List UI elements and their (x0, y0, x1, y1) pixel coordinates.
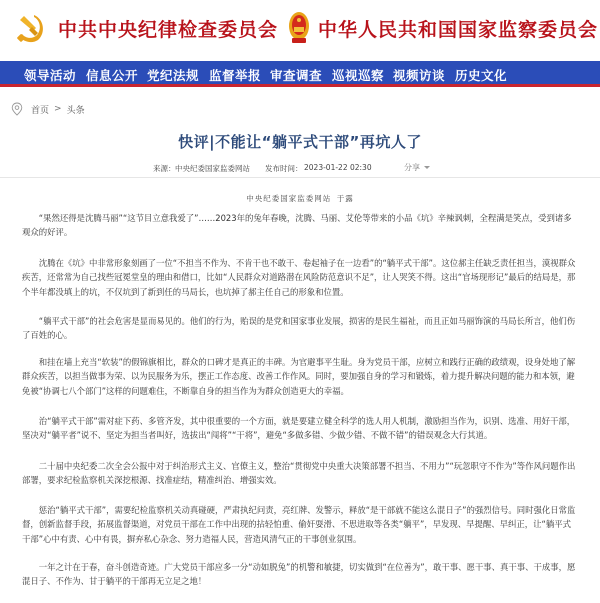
ccdi-brand[interactable] (14, 8, 278, 48)
main-nav (0, 61, 600, 87)
nav-item-party-regulations[interactable]: 党纪法规 (147, 68, 200, 83)
location-pin-icon (11, 102, 23, 116)
article-body (22, 211, 578, 240)
publish-time-value: 2023-01-22 02:30 (304, 163, 372, 172)
nav-item-history-culture[interactable]: 历史文化 (455, 68, 508, 83)
paragraph: 一年之计在于春，奋斗创造奇迹。广大党员干部应多一分“动如脱兔”的机警和敏捷，切实做到“在位善为”，敢干事、愿干事、真干事、干成事，愿混日子、不作为、甘于躺平的干部再无立足之地！ (22, 562, 576, 587)
paragraph: 治“躺平式干部”需对症下药、多管齐发，其中很重要的一个方面，就是要建立健全科学的选人用人机制，激励担当作为，识别、选准、用好干部，坚决对“躺平者”说不、坚定为担当者叫好，选拔出“闯将”“干将”，避免“多做多错、少做少错、不做不错”的错误观念大行其道。 (22, 416, 576, 441)
breadcrumb-separator: > (54, 104, 62, 114)
article-body-p3 (22, 314, 578, 343)
paragraph: “果然还得是沈腾马丽”“这节目立意我爱了”……2023年的兔年春晚，沈腾、马丽、艾伦等带来的小品《坑》辛辣讽刺，全程满是笑点，受到诸多观众的好评。 (22, 213, 572, 238)
chevron-down-icon (424, 166, 430, 169)
nav-item-info-disclosure[interactable]: 信息公开 (86, 68, 139, 83)
ccdi-title: 中共中央纪律检查委员会 (58, 18, 279, 41)
source-value: 中央纪委国家监委网站 (175, 164, 250, 173)
article-body-p4 (22, 355, 578, 398)
paragraph: 二十届中央纪委二次全会公报中对于纠治形式主义、官僚主义，整治“贯彻党中央重大决策部署不担当、不用力”“玩忽职守不作为”等作风问题作出部署，要求纪检监察机关深挖根源、找准症结，精准纠治、增强实效。 (22, 461, 576, 486)
publish-time-label: 发布时间： (265, 164, 303, 173)
article-body-p7 (22, 503, 578, 546)
site-header (0, 0, 600, 57)
article-body-p2 (22, 256, 578, 299)
paragraph: 惩治“躺平式干部”，需要纪检监察机关动真碰硬，严肃执纪问责，亮红牌、发警示，释放“是干部就不能这么混日子”的强烈信号。同时强化日常监督，创新监督手段，拓展监督渠道，对党员干部在工作中出现的拈轻怕重、偷奸耍滑、不思进取等各类“躺平”，早发现、早提醒、早纠正，让“躺平式干部”心中有责、心中有畏，摒弃私心杂念、努力造福人民，营造风清气正的干事创业氛围。 (22, 505, 576, 544)
nav-item-leadership[interactable]: 领导活动 (24, 68, 77, 83)
paragraph: 沈腾在《坑》中非常形象刻画了一位“不担当不作为、不肯干也不敢干、卷起袖子在一边看”的“躺平式干部”。这位郝主任缺乏责任担当，漠视群众疾苦，还常常为自己找些冠冕堂皇的理由和借口，比如“人民群众对道路潜在风险防范意识不足”，让人哭笑不得。这出“官场现形记”最后的结局是，那个半年都没填上的坑，不仅坑到了新到任的马局长，也坑掉了郝主任自己的形象和位置。 (22, 258, 576, 297)
national-emblem-icon (288, 10, 310, 46)
nav-item-investigation[interactable]: 审查调查 (270, 68, 323, 83)
paragraph: “躺平式干部”的社会危害是显而易见的。他们的行为，贻误的是党和国家事业发展，损害的是民生福祉，而且正如马丽饰演的马局长所言，他们伤了百姓的心。 (22, 316, 576, 341)
nav-item-inspection-tour[interactable]: 巡视巡察 (332, 68, 385, 83)
paragraph: 和挂在墙上充当“软装”的假锦旗相比，群众的口碑才是真正的丰碑。为官避事平生耻。身为党员干部，应树立和践行正确的政绩观，设身处地了解群众疾苦，以担当做事为荣、以为民服务为乐，摆正工作态度、改善工作作风。同时，要加强自身的学习和锻炼，着力提升解决问题的能力和本领，避免被“协调七八个部门”这样的问题难住，不断靠自身的担当作为为群众创造更大的幸福。 (22, 357, 576, 396)
article-body-p6 (22, 459, 578, 488)
article-body-p5 (22, 414, 578, 443)
nsc-brand[interactable] (288, 8, 598, 48)
divider (0, 177, 600, 178)
breadcrumb-home[interactable]: 首页 (31, 105, 50, 116)
breadcrumb-current[interactable]: 头条 (66, 105, 85, 116)
article-body-p8 (22, 560, 578, 589)
article-byline: 中央纪委国家监委网站 于露 (246, 194, 354, 203)
source-label: 来源： (153, 164, 176, 173)
nav-item-video-interview[interactable]: 视频访谈 (393, 68, 446, 83)
nav-item-supervision-report[interactable]: 监督举报 (209, 68, 262, 83)
share-label: 分享 (404, 163, 420, 172)
article-title: 快评|不能让“躺平式干部”再坑人了 (178, 133, 422, 151)
nsc-title: 中华人民共和国国家监察委员会 (318, 18, 599, 41)
breadcrumb (11, 101, 85, 117)
party-emblem-icon (14, 11, 48, 45)
share-button[interactable] (404, 162, 430, 173)
